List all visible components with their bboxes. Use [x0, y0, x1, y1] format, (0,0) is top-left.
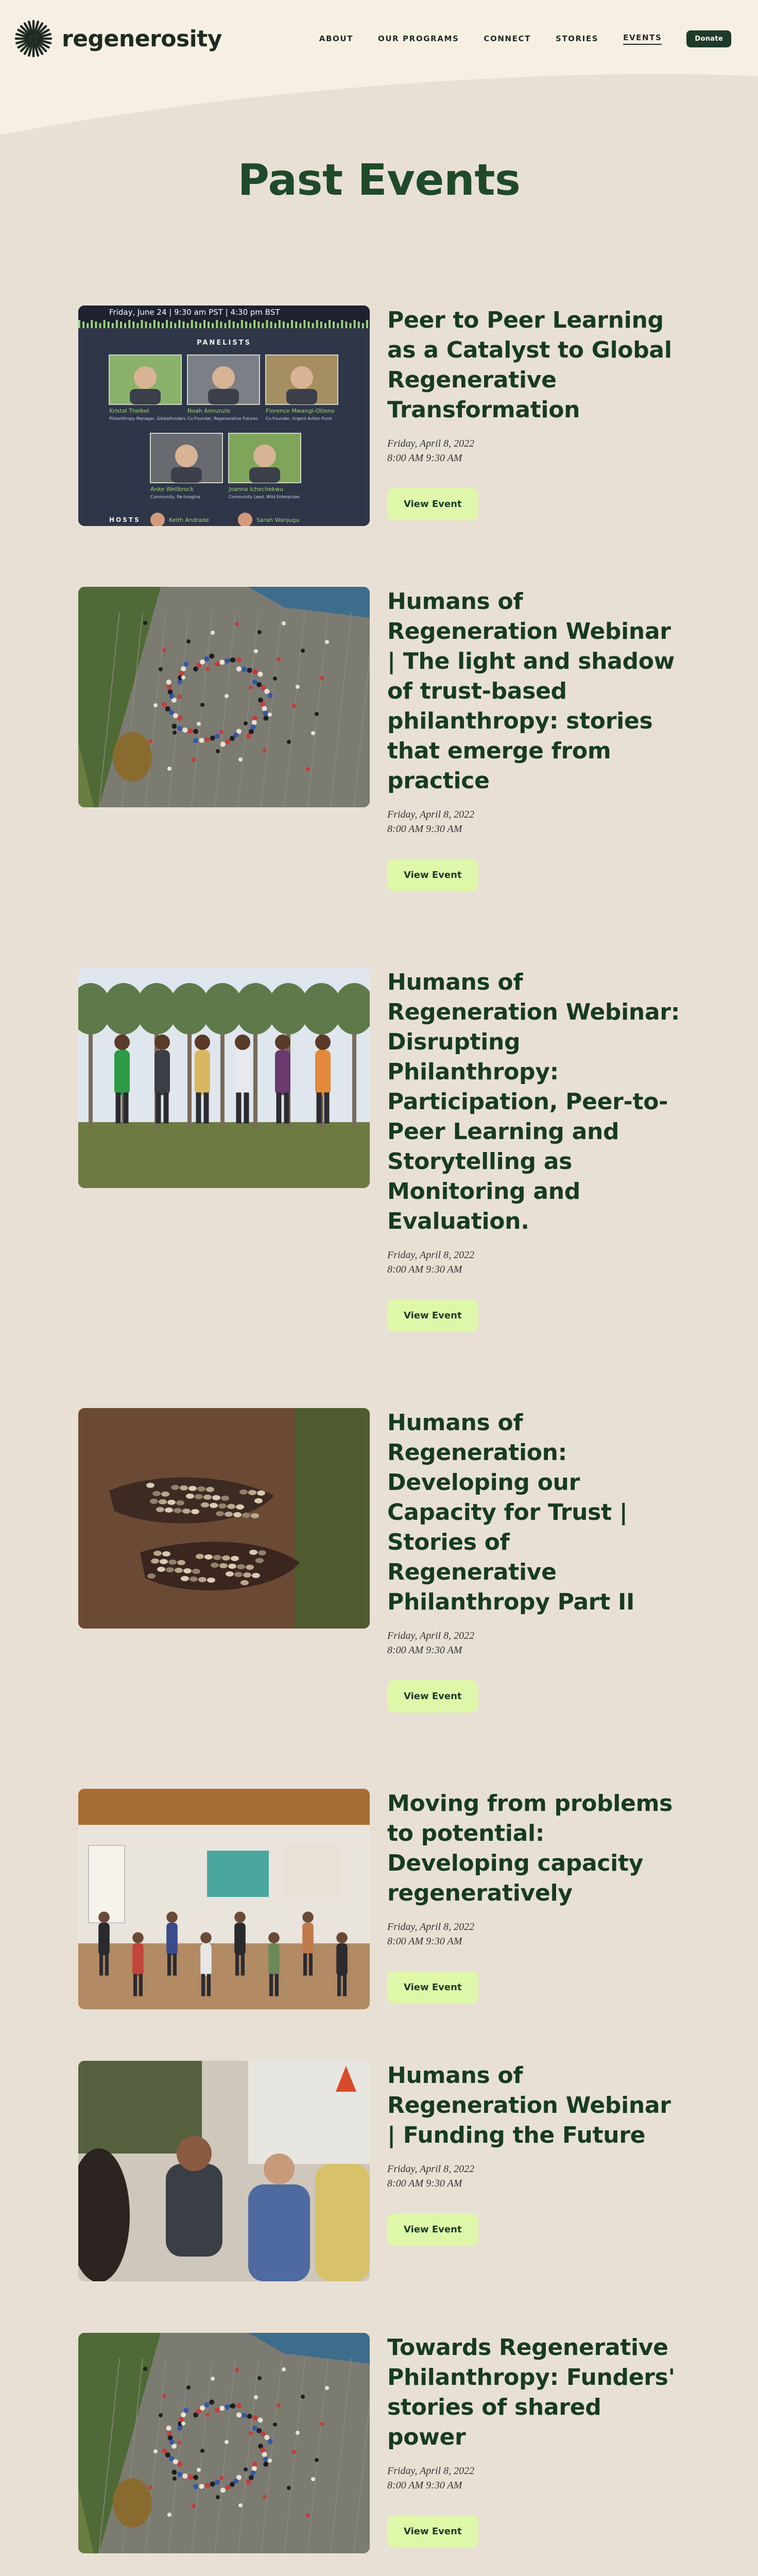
event-details: [387, 587, 681, 891]
nav-connect[interactable]: CONNECT: [484, 34, 531, 43]
event-photo-aerial-circle: [78, 587, 370, 807]
event-photo-aerial-circle: [78, 2333, 370, 2553]
event-card: [78, 1408, 681, 1713]
event-card: [78, 1789, 681, 2009]
event-title[interactable]: Humans of Regeneration Webinar: Disrupting Philanthropy: Participation, Peer-to-Peer Learning and Storytelling as Monitoring and Evaluation.: [387, 969, 680, 1234]
svg-text:Kristal Thelkel: Kristal Thelkel: [109, 408, 149, 414]
event-card: [78, 968, 681, 1332]
svg-text:PANELISTS: PANELISTS: [197, 339, 251, 347]
event-photo-hands-seeds: [78, 1408, 370, 1629]
event-date: Friday, April 8, 2022: [387, 809, 475, 820]
event-title[interactable]: Peer to Peer Learning as a Catalyst to Global Regenerative Transformation: [387, 307, 672, 423]
svg-text:Philanthropy Manager, Globalfu: Philanthropy Manager, Globalfunders: [109, 416, 186, 421]
event-photo-group-outdoors: [78, 968, 370, 1188]
view-event-button[interactable]: View Event: [387, 1971, 478, 2004]
svg-text:HOSTS: HOSTS: [109, 516, 141, 523]
events-list: [0, 155, 758, 2576]
event-image[interactable]: [78, 2061, 370, 2281]
event-date: Friday, April 8, 2022: [387, 2465, 475, 2477]
event-date: Friday, April 8, 2022: [387, 1249, 475, 1261]
svg-text:Community Lead, Wild Enterpris: Community Lead, Wild Enterprises: [229, 495, 300, 499]
event-photo-workshop-room: [78, 1789, 370, 2009]
nav-our-programs[interactable]: OUR PROGRAMS: [377, 34, 459, 43]
site-logo[interactable]: [14, 20, 222, 58]
event-date: Friday, April 8, 2022: [387, 438, 475, 449]
svg-text:Friday, June 24 | 9:30 am PST: Friday, June 24 | 9:30 am PST | 4:30 pm BST: [109, 308, 280, 317]
event-date: Friday, April 8, 2022: [387, 1630, 475, 1641]
logo-text: regenerosity: [62, 25, 222, 52]
event-time: 8:00 AM 9:30 AM: [387, 1645, 462, 1656]
svg-text:Co-Founder, Urgent Action Fund: Co-Founder, Urgent Action Fund: [266, 416, 332, 421]
view-event-button[interactable]: View Event: [387, 859, 478, 891]
event-details: [387, 1789, 681, 2004]
event-details: [387, 2061, 681, 2246]
donate-button[interactable]: Donate: [686, 30, 731, 47]
event-title[interactable]: Moving from problems to potential: Developing capacity regeneratively: [387, 1790, 673, 1906]
svg-text:Florence Mwangi-Otieno: Florence Mwangi-Otieno: [266, 408, 335, 414]
event-details: [387, 306, 681, 520]
event-time: 8:00 AM 9:30 AM: [387, 2480, 462, 2491]
svg-text:Noah Annunzio: Noah Annunzio: [187, 408, 231, 414]
view-event-button[interactable]: View Event: [387, 488, 478, 520]
event-card: [78, 2333, 681, 2553]
event-image[interactable]: [78, 968, 370, 1188]
event-image[interactable]: [78, 1789, 370, 2009]
svg-text:Anke Wellbrock: Anke Wellbrock: [150, 486, 194, 493]
event-date: Friday, April 8, 2022: [387, 2163, 475, 2175]
svg-text:Sarah Wanjugu: Sarah Wanjugu: [256, 517, 300, 523]
event-time: 8:00 AM 9:30 AM: [387, 452, 462, 464]
nav-about[interactable]: ABOUT: [319, 34, 353, 43]
page-title: Past Events: [237, 155, 521, 205]
svg-text:Keith Andrade: Keith Andrade: [169, 517, 209, 523]
view-event-button[interactable]: View Event: [387, 2515, 478, 2548]
event-image[interactable]: [78, 587, 370, 807]
event-image[interactable]: [78, 306, 370, 526]
event-time: 8:00 AM 9:30 AM: [387, 1264, 462, 1275]
svg-text:Co-Founder, Regenerative Futur: Co-Founder, Regenerative Futures: [187, 416, 258, 421]
event-title[interactable]: Humans of Regeneration Webinar | Funding the Future: [387, 2062, 671, 2148]
svg-text:Joanna Ichechekwu: Joanna Ichechekwu: [229, 486, 284, 493]
site-header: [0, 0, 758, 155]
event-photo-discussion: [78, 2061, 370, 2281]
event-time: 8:00 AM 9:30 AM: [387, 823, 462, 835]
event-card: [78, 2061, 681, 2281]
svg-text:Community, Re-Imagine: Community, Re-Imagine: [150, 495, 200, 499]
event-time: 8:00 AM 9:30 AM: [387, 1936, 462, 1947]
view-event-button[interactable]: View Event: [387, 2213, 478, 2246]
view-event-button[interactable]: View Event: [387, 1299, 478, 1332]
sunburst-logo-icon: [14, 20, 53, 58]
top-bar: [0, 0, 758, 77]
event-time: 8:00 AM 9:30 AM: [387, 2178, 462, 2189]
event-card: [78, 306, 681, 526]
event-card: [78, 587, 681, 891]
event-details: [387, 1408, 681, 1713]
event-title[interactable]: Towards Regenerative Philanthropy: Funders' stories of shared power: [387, 2334, 675, 2450]
view-event-button[interactable]: View Event: [387, 1680, 478, 1713]
event-image[interactable]: [78, 1408, 370, 1629]
event-title[interactable]: Humans of Regeneration: Developing our Capacity for Trust | Stories of Regenerative Philanthropy Part II: [387, 1410, 635, 1615]
event-image[interactable]: [78, 2333, 370, 2553]
event-photo-webinar: [78, 306, 370, 526]
main-nav: [319, 30, 731, 47]
event-details: [387, 968, 681, 1332]
event-details: [387, 2333, 681, 2548]
event-date: Friday, April 8, 2022: [387, 1921, 475, 1933]
event-title[interactable]: Humans of Regeneration Webinar | The light and shadow of trust-based philanthropy: stories that emerge from practice: [387, 588, 675, 794]
nav-events[interactable]: EVENTS: [623, 33, 662, 45]
nav-stories[interactable]: STORIES: [555, 34, 599, 43]
